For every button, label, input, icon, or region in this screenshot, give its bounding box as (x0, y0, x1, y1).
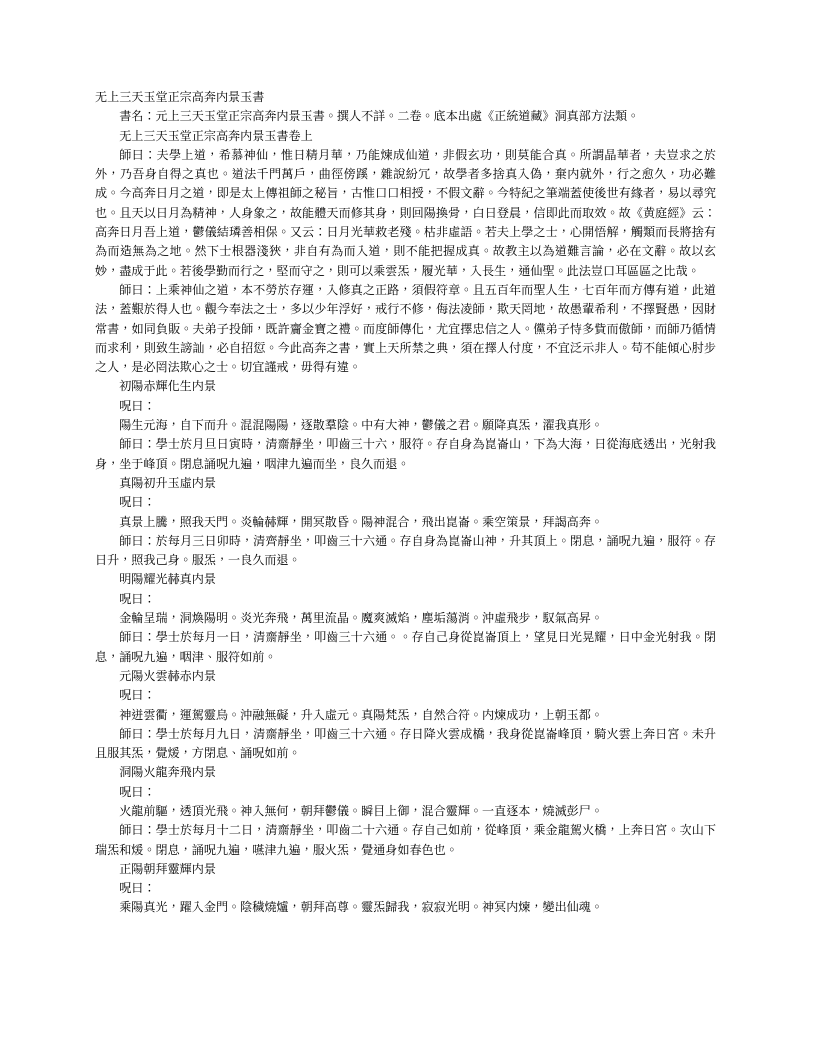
master-discourse-paragraph-2: 師曰：上乘神仙之道，本不勞於存運，入修真之正路，須假符章。且五百年而聖人生，七百年而方傳有道，此道法，蓋艱於得人也。觀今奉法之士，多以少年浮好，戒行不修，侮法凌師，欺天罔地，故愚輩希利，不擇賢愚，因財常書，如同負販。夫弟子投師，既許齎金寶之禮。而度師傳化，尤宜擇忠信之人。儻弟子恃多貲而傲師，而師乃循情而求利，則致生謗訕，必自招愆。今此高奔之書，實上天所禁之典，須在擇人付度，不宜泛示非人。苟不能傾心肘步之人，是必罔法欺心之士。切宜謹戒，毋得有違。 (95, 282, 716, 375)
incantation-verse-6: 乘陽真光，躍入金門。陰穢燒爐，朝拜高尊。靈炁歸我，寂寂光明。神冥内煉，變出仙魂。 (119, 900, 603, 915)
method-paragraph-3: 師曰：學士於每月一日，清齋靜坐，叩齒三十六通。。存自己身從崑崙頂上，望見日光晃耀，日中金光射我。閉息，誦呪九遍，咽津、服符如前。 (95, 630, 716, 664)
document-text-body (95, 88, 716, 918)
section-heading-1: 初陽赤輝化生内景 (119, 379, 216, 394)
volume-heading: 无上三天玉堂正宗高奔内景玉書卷上 (119, 128, 313, 143)
colophon-paragraph: 書名：元上三天玉堂正宗高奔内景玉書。撰人不詳。二卷。底本出處《正統道藏》洞真部方法類。 (119, 109, 640, 124)
section-heading-4: 元陽火雲赫赤内景 (119, 668, 216, 683)
incantation-verse-4: 神迸雲衢，運駕靈烏。沖融無礙，升入虛元。真陽梵炁，自然合符。内煉成功，上朝玉都。 (119, 707, 603, 722)
section-heading-5: 洞陽火龍奔飛内景 (119, 765, 216, 780)
incantation-label-2: 呪曰： (119, 495, 156, 510)
method-paragraph-2: 師曰：於每月三日卯時，清齊靜坐，叩齒三十六通。存自身為崑崙山神，升其頂上。閉息，誦呪九遍，服符。存日升，照我己身。服炁，一良久而退。 (95, 533, 716, 568)
incantation-label-1: 呪曰： (119, 398, 156, 413)
incantation-verse-2: 真景上騰，照我天門。炎輪赫輝，開冥散昏。陽神混合，飛出崑崙。乘空策景，拜謁高奔。 (119, 514, 603, 529)
master-discourse-paragraph-1: 師曰：夫學上道，希慕神仙，惟日精月華，乃能煉成仙道，非假玄功，則莫能合真。所謂晶華者，夫豈求之於外，乃吾身自得之真也。道法千門萬戶，曲徑傍蹊，雜說紛冗，故學者多捨真入偽，棄内就外，行之愈久，功必難成。今高奔日月之道，即是太上傳祖師之秘旨，古惟口口相授，不假文辭。今特紀之筆端蓋使後世有緣者，易以尋究也。且天以日月為精神，人身象之，故能體天而修其身，則回陽換骨，白日登晨，信即此而取效。故《黄庭經》云：高奔日月吾上道，鬱儀結璘善相保。又云：日月光華救老殘。枯非虛語。若夫上學之士，心開悟解，觸類而長將捨有為而造無為之地。然下士根器淺狹，非自有為而入道，則不能把握成真。故教主以為道難言論，必在文辭。故以玄妙，盡成于此。若後學勤而行之，堅而守之，則可以乘雲炁，履光華，入長生，通仙聖。此法豈口耳區區之比哉。 (95, 147, 716, 278)
incantation-label-6: 呪曰： (119, 881, 156, 896)
method-paragraph-1: 師曰：學士於月旦日寅時，清齋靜坐，叩齒三十六，服符。存自身為崑崙山，下為大海，日從海底透出，光射我身，坐于峰頂。閉息誦呪九遍，咽津九遍而坐，良久而退。 (95, 437, 716, 471)
incantation-verse-1: 陽生元海，自下而升。混混陽陽，逐散羣陰。中有大神，鬱儀之君。願降真炁，濯我真形。 (119, 418, 603, 433)
section-heading-2: 真陽初升玉虛内景 (119, 475, 216, 490)
method-paragraph-5: 師曰：學士於每月十二日，清齋靜坐，叩齒二十六通。存自己如前，從峰頂，乘金龍駕火橋，上奔日宮。次山下瑞炁和煖。閉息，誦呪九遍，嚥津九遍，服火炁，覺通身如春色也。 (95, 823, 716, 857)
incantation-label-5: 呪曰： (119, 784, 156, 799)
section-heading-6: 正陽朝拜靈輝内景 (119, 861, 216, 876)
section-heading-3: 明陽耀光赫真内景 (119, 572, 216, 587)
incantation-label-3: 呪曰： (119, 591, 156, 606)
document-title: 无上三天玉堂正宗高奔内景玉書 (95, 90, 265, 104)
method-paragraph-4: 師曰：學士於每月九日，清齋靜坐，叩齒三十六通。存日降火雲成橋，我身從崑崙峰頂，騎火雲上奔日宮。未升且服其炁，覺煖，方閉息、誦呪如前。 (95, 726, 716, 761)
incantation-verse-3: 金輪呈瑞，洞煥陽明。炎光奔飛，萬里流晶。魔爽滅焰，塵垢蕩消。沖虛飛步，馭氣高昇。 (119, 611, 603, 626)
incantation-label-4: 呪曰： (119, 688, 156, 703)
incantation-verse-5: 火龍前驅，透頂光飛。神入無何，朝拜鬱儀。瞬目上御，混合靈輝。一直逐本，燒滅彭尸。 (119, 803, 603, 818)
